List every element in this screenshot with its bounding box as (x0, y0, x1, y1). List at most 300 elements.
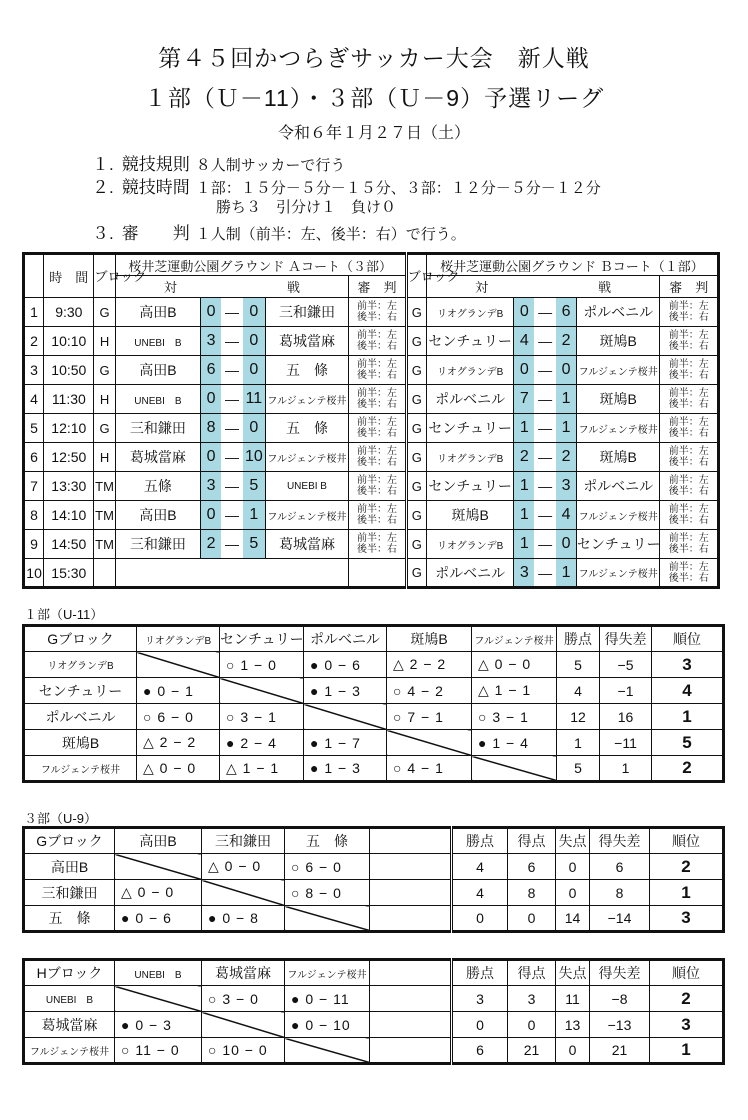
referee-cell (660, 501, 719, 530)
referee-cell (660, 472, 719, 501)
team-column-header: リオグランデB (137, 626, 220, 652)
stat-value: 1 (600, 756, 652, 782)
home-score: 1 (514, 414, 534, 443)
referee-second-half: 後半：右 (668, 457, 709, 468)
stat-header: 順位 (652, 626, 724, 652)
match-result: ○ 11 − 0 (115, 1038, 202, 1064)
referee-first-half: 前半：左 (356, 417, 397, 428)
team-name: 三和鎌田 (24, 880, 115, 906)
score-dash: — (221, 385, 243, 414)
match-number: 1 (24, 298, 44, 327)
stat-value: 0 (452, 1012, 508, 1038)
rank: 1 (652, 704, 724, 730)
referee-second-half: 後半：右 (668, 370, 709, 381)
referee-second-half: 後半：右 (356, 457, 397, 468)
rule-text: １部：１５分－５分－１５分、３部：１２分－５分－１２分 (195, 180, 601, 197)
away-score: 0 (243, 327, 265, 356)
block-cell: G (94, 298, 115, 327)
standings-row (24, 756, 724, 782)
match-result: ○ 10 − 0 (202, 1038, 285, 1064)
match-number: 5 (24, 414, 44, 443)
standings-row (24, 854, 724, 880)
team-name: フルジェンテ桜井 (24, 1038, 115, 1064)
rank: 1 (650, 880, 724, 906)
match-header (426, 276, 660, 298)
home-team: 斑鳩B (426, 501, 514, 530)
away-score: 0 (243, 356, 265, 385)
home-score: 3 (201, 472, 221, 501)
match-result: ○ 3 − 1 (472, 704, 557, 730)
block-cell: G (94, 414, 115, 443)
match-number: 9 (24, 530, 44, 559)
schedule-header-row (24, 254, 719, 276)
referee-cell (660, 298, 719, 327)
match-result: ● 1 − 3 (304, 756, 387, 782)
standings-row (24, 906, 724, 932)
block-cell: G (406, 443, 426, 472)
match-result: ○ 4 − 1 (387, 756, 472, 782)
score-dash: — (534, 327, 556, 356)
stat-value: 14 (556, 906, 590, 932)
rule-label: 審 判 (121, 224, 190, 243)
away-score: 1 (243, 501, 265, 530)
home-score: 1 (514, 530, 534, 559)
diagonal-cell (285, 906, 370, 932)
away-team: センチュリー (576, 530, 660, 559)
block-cell: G (406, 472, 426, 501)
home-team: リオグランデB (426, 298, 514, 327)
schedule-row (24, 472, 719, 501)
home-score: 0 (201, 501, 221, 530)
home-team: リオグランデB (426, 356, 514, 385)
match-result: △ 0 − 0 (472, 652, 557, 678)
rule-label: 競技規則 (121, 155, 190, 174)
away-team: フルジェンテ桜井 (265, 385, 349, 414)
score-dash: — (534, 356, 556, 385)
block-cell: TM (94, 501, 115, 530)
away-team: フルジェンテ桜井 (576, 356, 660, 385)
empty-column (370, 960, 452, 986)
diagonal-cell (472, 756, 557, 782)
stat-value: 1 (557, 730, 600, 756)
empty-column (370, 828, 452, 854)
stat-value: 3 (508, 986, 556, 1012)
team-name: 五 條 (24, 906, 115, 932)
team-name: 高田B (24, 854, 115, 880)
score-dash: — (534, 501, 556, 530)
court-b-header: 桜井芝運動公園グラウンド Ｂコート（１部） (426, 254, 718, 276)
rank: 2 (650, 854, 724, 880)
rank: 3 (650, 906, 724, 932)
team-column-header: ポルベニル (304, 626, 387, 652)
referee-first-half: 前半：左 (668, 388, 709, 399)
referee-second-half: 後半：右 (356, 428, 397, 439)
rank: 1 (650, 1038, 724, 1064)
home-score: 1 (514, 472, 534, 501)
referee-first-half: 前半：左 (356, 446, 397, 457)
u11-section-label: １部（U-11） (24, 607, 104, 622)
away-score: 2 (556, 327, 576, 356)
team-name: 斑鳩B (24, 730, 137, 756)
standings-header-row (24, 960, 724, 986)
home-team: 高田B (115, 298, 201, 327)
rule-item (92, 219, 466, 244)
referee-second-half: 後半：右 (356, 370, 397, 381)
schedule-row (24, 530, 719, 559)
match-result: ● 0 − 6 (115, 906, 202, 932)
referee-second-half: 後半：右 (668, 428, 709, 439)
stat-value: 21 (508, 1038, 556, 1064)
match-result: ● 0 − 11 (285, 986, 370, 1012)
standings-row (24, 652, 724, 678)
referee-second-half: 後半：右 (668, 399, 709, 410)
stat-header: 順位 (650, 828, 724, 854)
score-dash: — (221, 298, 243, 327)
standings-header-row (24, 828, 724, 854)
away-team: 五 條 (265, 356, 349, 385)
block-cell: G (406, 356, 426, 385)
referee-second-half: 後半：右 (356, 341, 397, 352)
schedule-row (24, 327, 719, 356)
home-team: センチュリー (426, 414, 514, 443)
match-time: 14:50 (44, 530, 94, 559)
match-result: ○ 3 − 0 (202, 986, 285, 1012)
score-dash: — (534, 443, 556, 472)
stat-header: 順位 (650, 960, 724, 986)
rule-text: １人制（前半：左、後半：右）で行う。 (195, 226, 466, 243)
match-result: △ 1 − 1 (472, 678, 557, 704)
team-column-header: UNEBI B (115, 960, 202, 986)
score-dash: — (534, 472, 556, 501)
referee-cell (660, 327, 719, 356)
referee-cell (349, 472, 406, 501)
standings-row (24, 880, 724, 906)
referee-second-half: 後半：右 (356, 515, 397, 526)
match-header-left: 対 (163, 280, 177, 295)
match-result: ○ 1 − 0 (220, 652, 304, 678)
referee-first-half: 前半：左 (356, 359, 397, 370)
rule-number: １. (92, 155, 114, 174)
away-score: 6 (556, 298, 576, 327)
home-score: 0 (201, 385, 221, 414)
stat-value: 4 (452, 880, 508, 906)
away-score: 0 (556, 530, 576, 559)
team-name: ポルベニル (24, 704, 137, 730)
match-time: 11:30 (44, 385, 94, 414)
home-score: 0 (201, 443, 221, 472)
match-result: △ 2 − 2 (387, 652, 472, 678)
block-cell: G (406, 530, 426, 559)
away-score: 4 (556, 501, 576, 530)
court-a-header: 桜井芝運動公園グラウンド Ａコート（３部） (115, 254, 406, 276)
away-team: フルジェンテ桜井 (576, 559, 660, 588)
referee-first-half: 前半：左 (668, 533, 709, 544)
score-dash: — (221, 472, 243, 501)
block-header: ブロック (406, 254, 426, 298)
rank: 2 (652, 756, 724, 782)
home-score: 0 (514, 298, 534, 327)
stat-value: 4 (452, 854, 508, 880)
home-score: 7 (514, 385, 534, 414)
away-score: 5 (243, 530, 265, 559)
score-dash: — (221, 530, 243, 559)
match-result: ● 0 − 10 (285, 1012, 370, 1038)
stat-value: −11 (600, 730, 652, 756)
team-column-header: 葛城當麻 (202, 960, 285, 986)
team-name: フルジェンテ桜井 (24, 756, 137, 782)
block-name: Gブロック (24, 626, 137, 652)
stat-value: 6 (590, 854, 650, 880)
away-score: 11 (243, 385, 265, 414)
match-result: ○ 3 − 1 (220, 704, 304, 730)
block-cell: G (406, 327, 426, 356)
away-score: 1 (556, 385, 576, 414)
referee-first-half: 前半：左 (668, 417, 709, 428)
stat-value: 4 (557, 678, 600, 704)
home-team: リオグランデB (426, 443, 514, 472)
diagonal-cell (115, 986, 202, 1012)
score-dash: — (534, 559, 556, 588)
match-time: 12:10 (44, 414, 94, 443)
away-team: 五 條 (265, 414, 349, 443)
home-team: UNEBI B (115, 385, 201, 414)
rule-item (92, 150, 345, 175)
referee-cell (349, 298, 406, 327)
empty-column (370, 1038, 452, 1064)
stat-value: 0 (508, 1012, 556, 1038)
empty-match (115, 559, 349, 588)
empty-column (370, 906, 452, 932)
stat-header: 得失差 (600, 626, 652, 652)
team-name: リオグランデB (24, 652, 137, 678)
match-result: ● 2 − 4 (220, 730, 304, 756)
home-score: 0 (514, 356, 534, 385)
referee-cell (660, 385, 719, 414)
team-column-header: フルジェンテ桜井 (285, 960, 370, 986)
score-dash: — (534, 385, 556, 414)
home-team: UNEBI B (115, 327, 201, 356)
page-subtitle: １部（Ｕ－11）・３部（Ｕ－9）予選リーグ (143, 85, 605, 111)
match-number: 7 (24, 472, 44, 501)
stat-value: −5 (600, 652, 652, 678)
referee-first-half: 前半：左 (356, 533, 397, 544)
match-header-left: 対 (475, 280, 489, 295)
referee-first-half: 前半：左 (356, 388, 397, 399)
stat-header: 勝点 (452, 828, 508, 854)
rank: 2 (650, 986, 724, 1012)
block-cell: G (94, 356, 115, 385)
stat-value: 0 (556, 880, 590, 906)
home-team: 三和鎌田 (115, 530, 201, 559)
score-dash: — (221, 443, 243, 472)
referee-cell (349, 414, 406, 443)
referee-cell (660, 559, 719, 588)
home-score: 2 (201, 530, 221, 559)
away-score: 3 (556, 472, 576, 501)
block-cell: G (406, 501, 426, 530)
score-dash: — (221, 327, 243, 356)
stat-header: 勝点 (557, 626, 600, 652)
match-result: △ 0 − 0 (202, 854, 285, 880)
referee-cell (660, 414, 719, 443)
referee-first-half: 前半：左 (668, 475, 709, 486)
referee-first-half: 前半：左 (668, 359, 709, 370)
stat-header: 得失差 (590, 960, 650, 986)
team-column-header: 五 條 (285, 828, 370, 854)
match-result: ● 1 − 7 (304, 730, 387, 756)
away-score: 0 (243, 414, 265, 443)
home-score: 1 (514, 501, 534, 530)
home-team: 高田B (115, 356, 201, 385)
standings-header-row (24, 626, 724, 652)
stat-value: 13 (556, 1012, 590, 1038)
referee-first-half: 前半：左 (356, 504, 397, 515)
score-dash: — (221, 414, 243, 443)
home-score: 8 (201, 414, 221, 443)
match-result: ● 0 − 3 (115, 1012, 202, 1038)
stat-value: 3 (452, 986, 508, 1012)
match-header-right: 戦 (286, 280, 300, 295)
away-team: UNEBI B (265, 472, 349, 501)
away-team: 葛城當麻 (265, 327, 349, 356)
stat-value: 0 (556, 1038, 590, 1064)
stat-value: 5 (557, 652, 600, 678)
schedule-row (24, 501, 719, 530)
score-dash: — (534, 414, 556, 443)
referee-cell (660, 443, 719, 472)
rank: 4 (652, 678, 724, 704)
stat-header: 得失差 (590, 828, 650, 854)
stat-value: −8 (590, 986, 650, 1012)
referee-second-half: 後半：右 (668, 341, 709, 352)
rank: 3 (652, 652, 724, 678)
match-result: ○ 4 − 2 (387, 678, 472, 704)
score-dash: — (534, 298, 556, 327)
referee-second-half: 後半：右 (356, 544, 397, 555)
team-name: UNEBI B (24, 986, 115, 1012)
stat-value: 11 (556, 986, 590, 1012)
empty-column (370, 854, 452, 880)
block-cell: TM (94, 530, 115, 559)
match-number: 2 (24, 327, 44, 356)
home-team: 葛城當麻 (115, 443, 201, 472)
referee-cell (660, 530, 719, 559)
stat-value: −1 (600, 678, 652, 704)
schedule-row (24, 559, 719, 588)
away-team: 斑鳩B (576, 385, 660, 414)
block-cell: G (406, 385, 426, 414)
stat-value: 6 (508, 854, 556, 880)
empty-column (370, 986, 452, 1012)
block-cell: H (94, 443, 115, 472)
rule-text: ８人制サッカーで行う (195, 157, 346, 174)
referee-second-half: 後半：右 (668, 312, 709, 323)
away-score: 0 (556, 356, 576, 385)
away-team: フルジェンテ桜井 (265, 501, 349, 530)
away-team: フルジェンテ桜井 (576, 414, 660, 443)
stat-value: 0 (452, 906, 508, 932)
match-result: △ 0 − 0 (137, 756, 220, 782)
away-score: 1 (556, 414, 576, 443)
block-cell: G (406, 414, 426, 443)
referee-header: 審 判 (660, 276, 719, 298)
referee-cell (349, 501, 406, 530)
match-result: ○ 7 − 1 (387, 704, 472, 730)
u9-h-standings-table (22, 958, 725, 1065)
page-title: 第４５回かつらぎサッカー大会 新人戦 (158, 45, 590, 71)
referee-second-half: 後半：右 (356, 486, 397, 497)
schedule-row (24, 298, 719, 327)
referee-first-half: 前半：左 (356, 330, 397, 341)
referee-first-half: 前半：左 (668, 446, 709, 457)
diagonal-cell (137, 652, 220, 678)
match-time: 13:30 (44, 472, 94, 501)
diagonal-cell (115, 854, 202, 880)
stat-value: −13 (590, 1012, 650, 1038)
standings-row (24, 1012, 724, 1038)
stat-header: 得点 (508, 828, 556, 854)
away-team: 三和鎌田 (265, 298, 349, 327)
stat-header: 得点 (508, 960, 556, 986)
schedule-row (24, 443, 719, 472)
rank: 5 (652, 730, 724, 756)
stat-value: −14 (590, 906, 650, 932)
home-team: 高田B (115, 501, 201, 530)
match-header (115, 276, 349, 298)
referee-second-half: 後半：右 (668, 572, 709, 584)
team-name: 葛城當麻 (24, 1012, 115, 1038)
stat-value: 8 (508, 880, 556, 906)
empty-column (370, 1012, 452, 1038)
team-column-header: フルジェンテ桜井 (472, 626, 557, 652)
match-time: 9:30 (44, 298, 94, 327)
referee-second-half: 後半：右 (356, 312, 397, 323)
away-team: フルジェンテ桜井 (265, 443, 349, 472)
diagonal-cell (304, 704, 387, 730)
referee-first-half: 前半：左 (356, 301, 397, 312)
schedule-row (24, 356, 719, 385)
match-result: △ 1 − 1 (220, 756, 304, 782)
block-cell: G (406, 298, 426, 327)
home-team: ポルベニル (426, 385, 514, 414)
standings-row (24, 730, 724, 756)
referee-first-half: 前半：左 (668, 330, 709, 341)
rule-item (202, 196, 396, 217)
stat-value: 5 (557, 756, 600, 782)
away-team: ポルベニル (576, 298, 660, 327)
block-cell: G (406, 559, 426, 588)
home-team: ポルベニル (426, 559, 514, 588)
rule-number: ２. (92, 178, 114, 197)
home-score: 6 (201, 356, 221, 385)
referee-first-half: 前半：左 (668, 301, 709, 312)
match-number: 8 (24, 501, 44, 530)
score-dash: — (221, 356, 243, 385)
rule-text: 勝ち３ 引分け１ 負け０ (216, 199, 397, 216)
u9-section-label: ３部（U-9） (24, 811, 97, 826)
stat-value: 0 (556, 854, 590, 880)
away-team: ポルベニル (576, 472, 660, 501)
stat-value: 6 (452, 1038, 508, 1064)
away-team: 斑鳩B (576, 443, 660, 472)
schedule-row (24, 385, 719, 414)
referee-first-half: 前半：左 (668, 504, 709, 515)
stat-header: 失点 (556, 960, 590, 986)
match-result: △ 0 − 0 (115, 880, 202, 906)
stat-value: 8 (590, 880, 650, 906)
stat-value: 0 (508, 906, 556, 932)
block-cell: H (94, 327, 115, 356)
